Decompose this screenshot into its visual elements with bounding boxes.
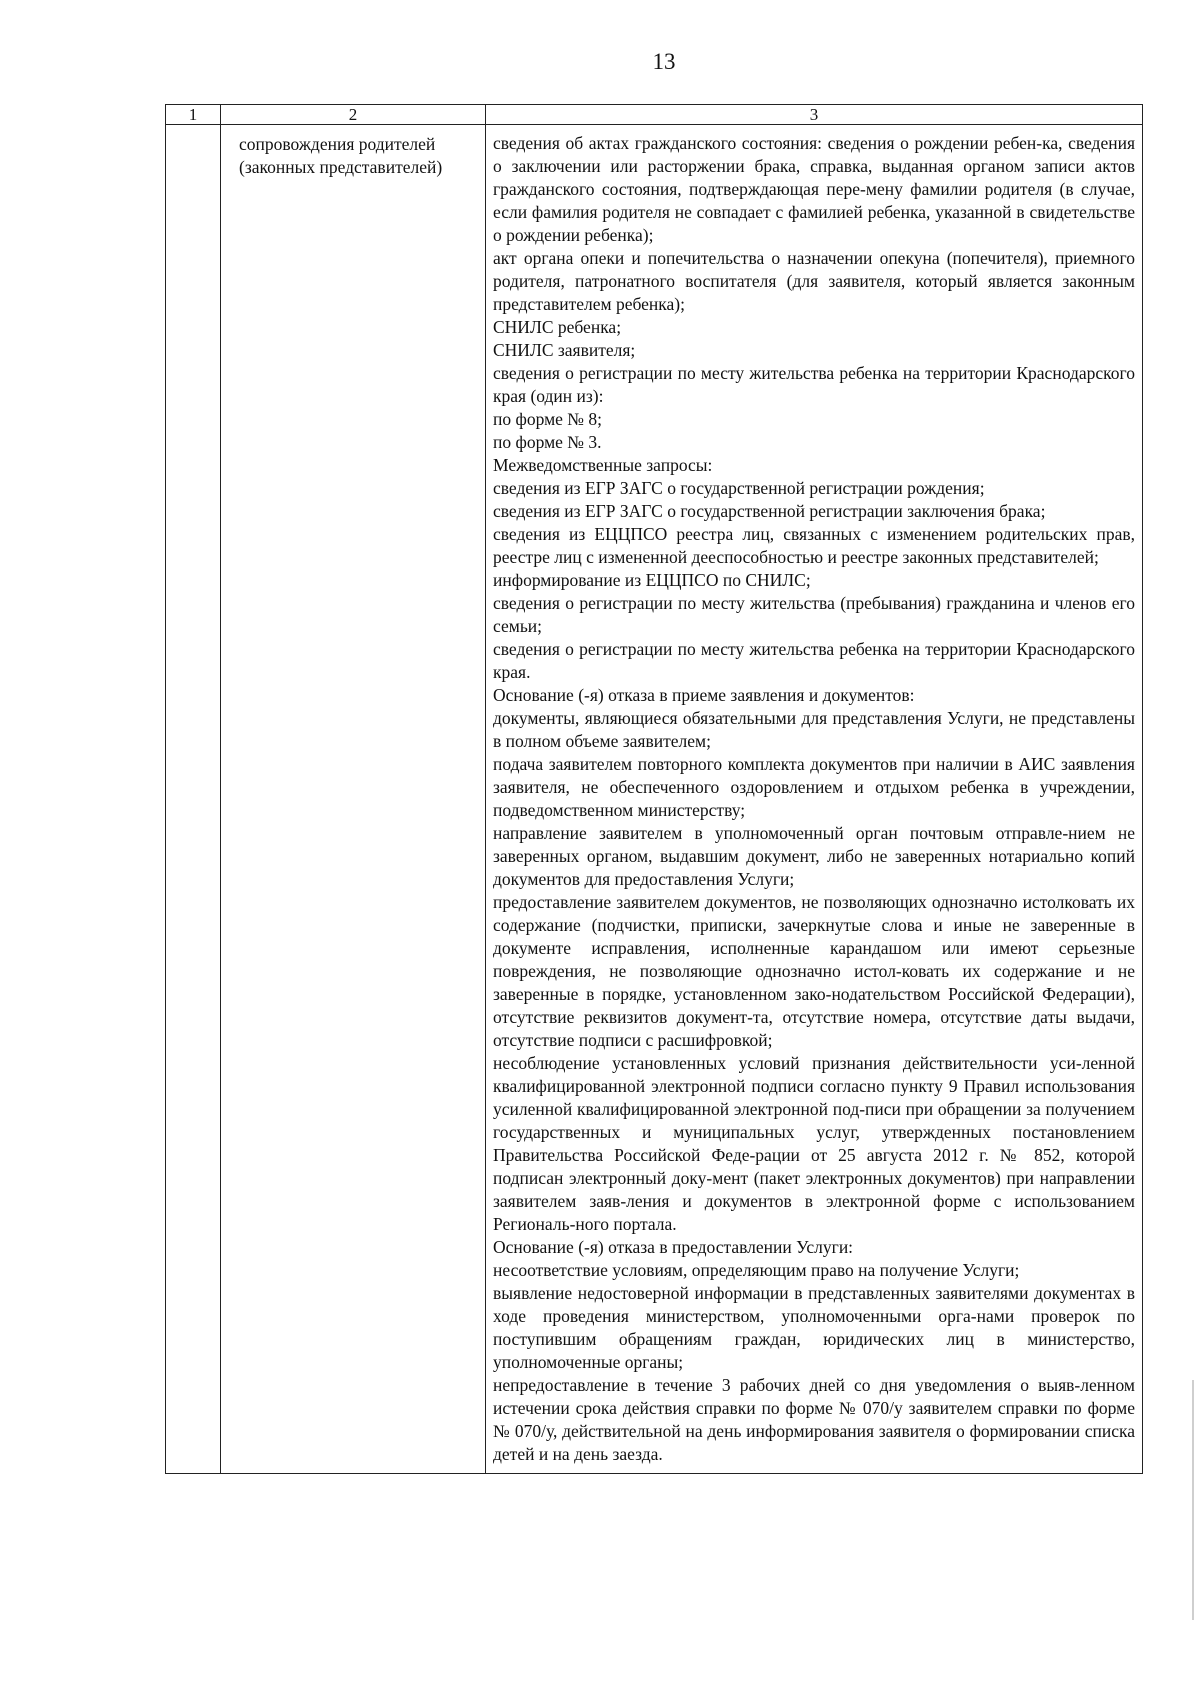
col3-section-heading: Межведомственные запросы: [493,455,713,475]
col3-paragraph: сведения из ЕГР ЗАГС о государственной регистрации рождения; [493,478,985,498]
col3-paragraph: несоответствие условиям, определяющим право на получение Услуги; [493,1260,1020,1280]
col3-paragraph: по форме № 3. [493,432,602,452]
col3-paragraph: информирование из ЕЦЦПСО по СНИЛС; [493,570,811,590]
col3-section-heading: Основание (-я) отказа в предоставлении Услуги: [493,1237,854,1257]
col3-paragraph: сведения из ЕЦЦПСО реестра лиц, связанных с изменением родительских прав, реестре лиц с измененной дееспособностью и реестре законных представителей; [493,524,1135,567]
header-row [166,105,1143,125]
col3-paragraph: сведения о регистрации по месту жительства (пребывания) гражданина и членов его семьи; [493,593,1135,636]
header-col-3: 3 [486,105,1143,125]
cell-col-1 [166,125,221,1474]
header-col-2: 2 [221,105,486,125]
col3-paragraph: сведения о регистрации по месту жительства ребенка на территории Краснодарского края (один из): [493,363,1135,406]
page-number: 13 [652,49,676,74]
header-col-1: 1 [166,105,221,125]
col3-paragraph: документы, являющиеся обязательными для представления Услуги, не представлены в полном объеме заявителем; [493,708,1135,751]
col3-paragraph: подача заявителем повторного комплекта документов при наличии в АИС заявления заявителя, не обеспеченного оздоровлением и отдыхом ребенка в учреждении, подведомственном министерству; [493,754,1135,820]
cell-col-2 [221,125,486,1474]
col2-line: сопровождения родителей [239,134,436,154]
col3-paragraph: сведения об актах гражданского состояния: сведения о рождении ребен-ка, сведения о заключении или расторжении брака, справка, выданная органом записи актов гражданского состояния, подтверждающая пере-мену фамилии родителя (в случае, если фамилия родителя не совпадает с фамилией ребенка, указанной в свидетельстве о рождении ребенка); [493,133,1135,245]
col3-section-heading: Основание (-я) отказа в приеме заявления и документов: [493,685,915,705]
col3-paragraph: по форме № 8; [493,409,602,429]
col3-paragraph: акт органа опеки и попечительства о назначении опекуна (попечителя), приемного родителя, патронатного воспитателя (для заявителя, который является законным представителем ребенка); [493,248,1135,314]
col3-paragraph: непредоставление в течение 3 рабочих дней со дня уведомления о выяв-ленном истечении срока действия справки по форме № 070/у заявителем справки по форме № 070/у, действительной на день информирования заявителя о формировании списка детей и на день заезда. [493,1375,1135,1464]
col3-paragraph: предоставление заявителем документов, не позволяющих однозначно истолковать их содержание (подчистки, приписки, зачеркнутые слова и иные не заверенные в документе исправления, исполненные карандашом или имеют серьезные повреждения, не позволяющие однозначно истол-ковать их содержание и не заверенные в порядке, установленном зако-нодательством Российской Федерации), отсутствие реквизитов документ-та, отсутствие номера, отсутствие даты выдачи, отсутствие подписи с расшифровкой; [493,892,1135,1050]
scan-edge-mark [1192,1380,1194,1620]
col3-paragraph: сведения из ЕГР ЗАГС о государственной регистрации заключения брака; [493,501,1046,521]
document-table [165,104,1143,1474]
col2-line: (законных представителей) [239,157,443,177]
cell-col-3 [486,125,1143,1474]
table-row [166,125,1143,1474]
col3-paragraph: несоблюдение установленных условий признания действительности уси-ленной квалифицированной электронной подписи согласно пункту 9 Правил использования усиленной квалифицированной электронной под-писи при обращении за получением государственных и муниципальных услуг, утвержденных постановлением Правительства Российской Феде-рации от 25 августа 2012 г. № 852, которой подписан электронный доку-мент (пакет электронных документов) при направлении заявителем заяв-ления и документов в электронной форме с использованием Региональ-ного портала. [493,1053,1135,1234]
col3-paragraph: СНИЛС заявителя; [493,340,636,360]
col3-paragraph: направление заявителем в уполномоченный орган почтовым отправле-нием не заверенных органом, выдавшим документ, либо не заверенных нотариально копий документов для предоставления Услуги; [493,823,1135,889]
table-header [166,105,1143,125]
col3-paragraph: сведения о регистрации по месту жительства ребенка на территории Краснодарского края. [493,639,1135,682]
col3-paragraph: СНИЛС ребенка; [493,317,622,337]
col3-paragraph: выявление недостоверной информации в представленных заявителями документах в ходе проведения министерством, уполномоченными орга-нами проверок по поступившим обращениям граждан, юридических лиц в министерство, уполномоченные органы; [493,1283,1135,1372]
